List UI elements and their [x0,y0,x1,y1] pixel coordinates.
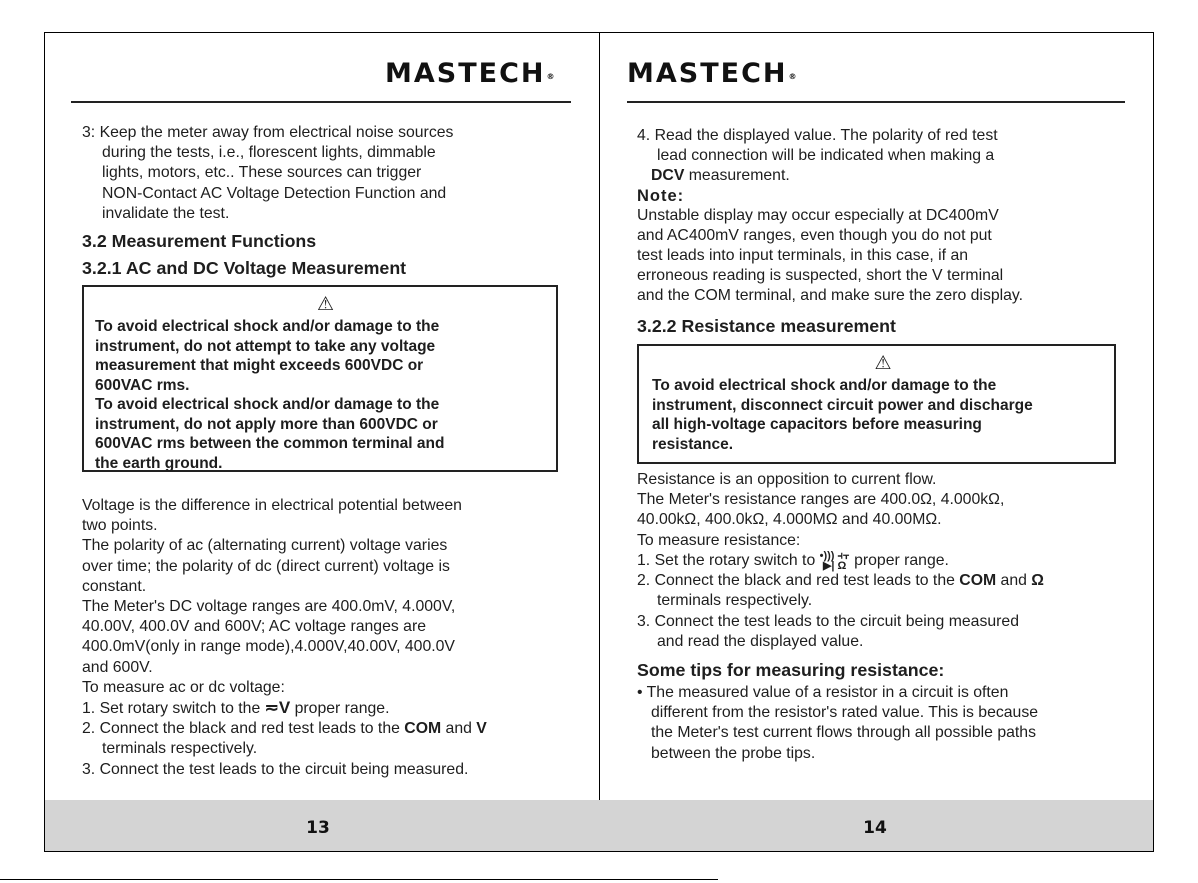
step-3-line: 3. Connect the test leads to the circuit being measured [637,612,1019,630]
com-terminal-label: COM [959,572,997,590]
body-line: two points. [82,517,158,535]
subsection-title-voltage: 3.2.1 AC and DC Voltage Measurement [82,258,407,278]
step-2: 2. Connect the black and red test leads to the COM and V [82,720,487,738]
warning-line: all high-voltage capacitors before measuring [652,416,982,433]
step-1: 1. Set the rotary switch to •))) ⫞⫟ ▶| Ω proper range. [637,549,949,572]
v-terminal-label: V [476,720,487,738]
body-line: Voltage is the difference in electrical potential between [82,497,462,514]
page-divider [599,33,600,851]
body-line: The Meter's resistance ranges are 400.0Ω, 4.000kΩ, [637,491,1005,509]
header-rule-right [627,101,1125,103]
page-number-left: 13 [306,818,330,838]
tip-line: different from the resistor's rated value. This is because [651,704,1039,722]
warning-line: 600VAC rms between the common terminal and [95,435,445,452]
tip-line: between the probe tips. [651,744,816,762]
subsection-title-resistance: 3.2.2 Resistance measurement [637,316,896,336]
warning-box-voltage [82,285,558,472]
warning-line: instrument, do not apply more than 600VDC or [95,415,438,433]
com-terminal-label: COM [404,720,442,738]
step-2-cont: terminals respectively. [657,592,813,610]
dcv-label: DCV [651,167,685,185]
step-4-line: lead connection will be indicated when making a [657,147,995,165]
warning-line: To avoid electrical shock and/or damage to the [95,318,440,335]
step-3: 3. Connect the test leads to the circuit being measured. [82,760,469,778]
item-3-line: lights, motors, etc.. These sources can trigger [102,164,422,182]
warning-line: 600VAC rms. [95,376,190,394]
body-line: and 600V. [82,658,153,676]
note-line: and AC400mV ranges, even though you do not put [637,226,992,244]
item-3-line: 3: Keep the meter away from electrical noise sources [82,124,454,141]
left-column [82,123,568,224]
warning-box-resistance [637,344,1116,464]
item-3-line: during the tests, i.e., florescent lights, dimmable [102,144,436,162]
brand-logo-right: MASTECH® [627,58,797,89]
tips-body [637,683,1127,764]
ohm-terminal-label: Ω [1031,572,1044,590]
right-column-top [637,126,1127,307]
note-line: erroneous reading is suspected, short the V terminal [637,267,1004,285]
resistance-body [637,470,1127,652]
body-line: constant. [82,577,147,595]
section-title: 3.2 Measurement Functions [82,231,317,251]
step-2-cont: terminals respectively. [102,740,258,758]
warning-line: the earth ground. [95,454,223,472]
tip-line: the Meter's test current flows through all possible paths [651,724,1036,742]
page-number-right: 14 [863,818,887,838]
warning-line: measurement that might exceeds 600VDC or [95,357,424,374]
footer-band [45,800,1153,851]
step-1: 1. Set rotary switch to the ≂V proper range. [82,698,390,718]
body-line: 400.0mV(only in range mode),4.000V,40.00V, 400.0V [82,638,455,656]
manual-spread [44,32,1154,852]
item-3 [82,123,568,224]
warning-line: To avoid electrical shock and/or damage to the [652,377,997,394]
resistance-diode-capacitance-symbol-icon: •))) ⫞⫟ ▶| Ω [819,549,850,572]
tips-title: Some tips for measuring resistance: [637,660,945,680]
step-4-line: DCV measurement. [651,167,790,185]
warning-triangle-icon: ⚠ [316,294,335,315]
body-line: The polarity of ac (alternating current) voltage varies [82,537,448,555]
warning-triangle-icon: ⚠ [874,353,892,374]
note-line: Unstable display may occur especially at DC400mV [637,206,999,224]
note-line: and the COM terminal, and make sure the zero display. [637,287,1024,305]
warning-line: instrument, do not attempt to take any voltage [95,337,436,355]
step-4-line: 4. Read the displayed value. The polarity of red test [637,127,998,144]
bottom-rule [0,879,718,880]
body-line: 40.00kΩ, 400.0kΩ, 4.000MΩ and 40.00MΩ. [637,511,942,529]
tip-line: • The measured value of a resistor in a circuit is often [637,684,1009,701]
body-line: Resistance is an opposition to current flow. [637,471,937,488]
item-3-line: invalidate the test. [102,204,230,222]
step-3-line: and read the displayed value. [657,632,864,650]
item-3-line: NON-Contact AC Voltage Detection Function and [102,184,447,202]
note-title: Note: [637,186,685,205]
ac-dc-voltage-symbol-icon: ≂V [264,698,291,718]
body-line: 40.00V, 400.0V and 600V; AC voltage ranges are [82,618,426,636]
warning-line: resistance. [652,435,733,453]
warning-line: instrument, disconnect circuit power and discharge [652,396,1033,414]
step-2: 2. Connect the black and red test leads to the COM and Ω [637,572,1044,590]
header-rule-left [71,101,571,103]
note-line: test leads into input terminals, in this case, if an [637,247,969,265]
voltage-body [82,496,582,780]
brand-logo-left: MASTECH® [385,58,555,89]
warning-line: To avoid electrical shock and/or damage to the [95,396,440,413]
body-line: To measure resistance: [637,531,801,549]
body-line: The Meter's DC voltage ranges are 400.0mV, 4.000V, [82,598,456,616]
body-line: To measure ac or dc voltage: [82,678,285,696]
body-line: over time; the polarity of dc (direct current) voltage is [82,557,450,575]
